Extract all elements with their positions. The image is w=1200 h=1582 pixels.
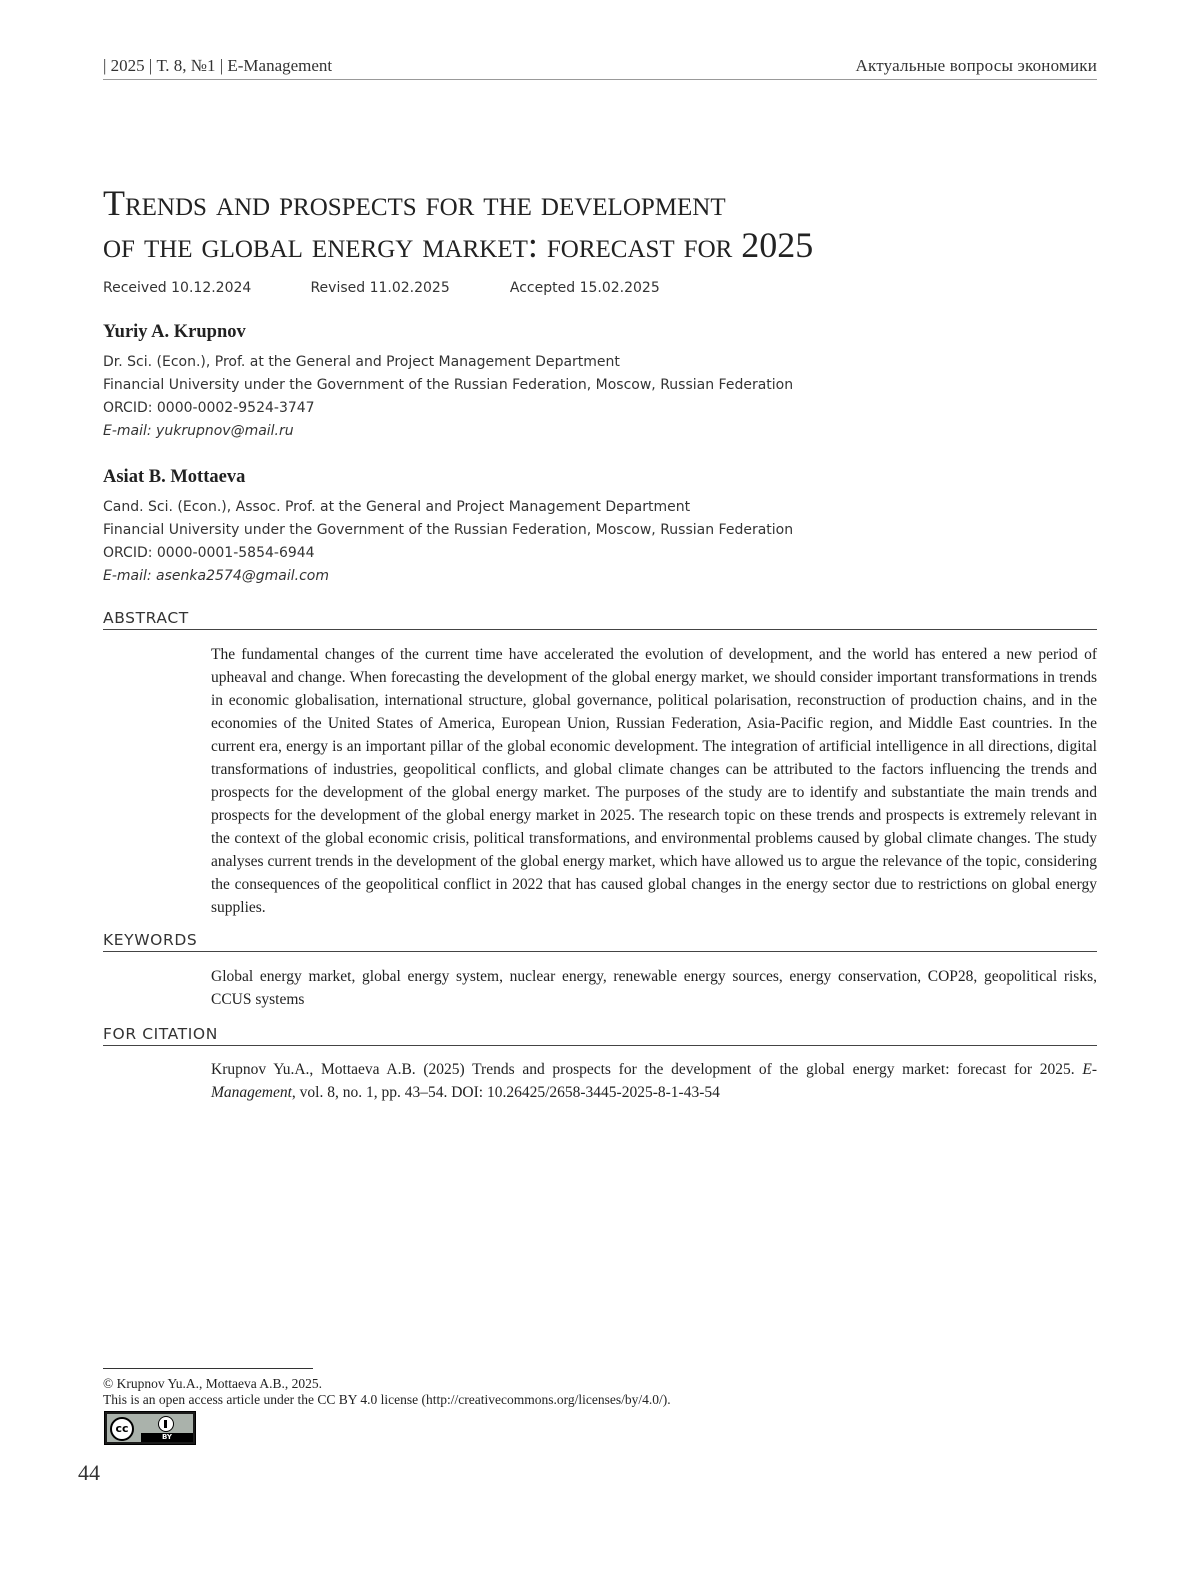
footnote bbox=[103, 1376, 671, 1408]
footnote-license: This is an open access article under the CC BY 4.0 license (http://creativecommons.org/licenses/by/4.0/). bbox=[103, 1392, 671, 1407]
author-block-2 bbox=[103, 467, 1003, 588]
running-header bbox=[103, 56, 1097, 80]
citation-text bbox=[211, 1058, 1097, 1104]
page-number: 44 bbox=[78, 1460, 100, 1485]
abstract-text: The fundamental changes of the current time have accelerated the evolution of development, and the world has entered a new period of upheaval and change. When forecasting the development of the global energy market, we should consider important transformations in trends in economic globalisation, international structure, global governance, political polarisation, reconstruction of production chains, and in the economies of the United States of America, European Union, Russian Federation, Asia-Pacific region, and Middle East countries. In the current era, energy is an important pillar of the global economic development. The integration of artificial intelligence in all directions, digital transformations of industries, geopolitical conflicts, and global climate changes can be attributed to the factors influencing the trends and prospects for the development of the global energy market. The purposes of the study are to identify and substantiate the main trends and prospects for the development of the global energy market in 2025. The research topic on these trends and prospects is extremely relevant in the context of the global economic crisis, political transformations, and environmental problems caused by global climate changes. The study analyses current trends in the development of the global energy market, which have allowed us to argue the relevance of the topic, considering the consequences of the geopolitical conflict in 2022 that has caused global changes in the energy sector due to restrictions on global energy supplies. bbox=[211, 646, 1097, 916]
author-position: Cand. Sci. (Econ.), Assoc. Prof. at the General and Project Management Department bbox=[103, 499, 691, 515]
abstract-heading: ABSTRACT bbox=[103, 609, 1097, 630]
author-name: Asiat B. Mottaeva bbox=[103, 467, 246, 487]
author-name: Yuriy A. Krupnov bbox=[103, 322, 246, 342]
received-date: Received 10.12.2024 bbox=[103, 280, 252, 296]
keywords-text: Global energy market, global energy system, nuclear energy, renewable energy sources, energy conservation, COP28, geopolitical risks, CCUS systems bbox=[211, 968, 1097, 1008]
footnote-divider bbox=[103, 1368, 313, 1369]
citation-text-after: , vol. 8, no. 1, pp. 43–54. DOI: 10.26425/2658-3445-2025-8-1-43-54 bbox=[291, 1084, 720, 1101]
header-section-title: Актуальные вопросы экономики bbox=[855, 56, 1097, 75]
article-dates bbox=[103, 280, 660, 296]
title-line-2: of the global energy market: forecast for 2025 bbox=[103, 225, 814, 265]
by-label: BY bbox=[141, 1433, 193, 1442]
citation-text-before: Krupnov Yu.A., Mottaeva A.B. (2025) Trends and prospects for the development of the global energy market: forecast for 2025. bbox=[211, 1061, 1075, 1078]
author-position: Dr. Sci. (Econ.), Prof. at the General and Project Management Department bbox=[103, 354, 620, 370]
accepted-date: Accepted 15.02.2025 bbox=[509, 280, 660, 296]
cc-by-license-badge bbox=[104, 1411, 196, 1445]
citation-heading: FOR CITATION bbox=[103, 1025, 1097, 1046]
revised-date: Revised 11.02.2025 bbox=[310, 280, 450, 296]
keywords-heading: KEYWORDS bbox=[103, 931, 1097, 952]
cc-icon: cc bbox=[110, 1417, 134, 1441]
attribution-person-icon bbox=[158, 1416, 174, 1432]
author-block-1 bbox=[103, 322, 1003, 443]
article-title bbox=[103, 182, 1003, 266]
author-affiliation: Financial University under the Government of the Russian Federation, Moscow, Russian Federation bbox=[103, 377, 794, 393]
citation-journal: E-Management bbox=[211, 1061, 1098, 1101]
author-email: E-mail: asenka2574@gmail.com bbox=[103, 568, 329, 584]
footnote-copyright: © Krupnov Yu.A., Mottaeva A.B., 2025. bbox=[103, 1376, 322, 1391]
author-affiliation: Financial University under the Government of the Russian Federation, Moscow, Russian Federation bbox=[103, 522, 794, 538]
author-email: E-mail: yukrupnov@mail.ru bbox=[103, 423, 294, 439]
author-orcid: ORCID: 0000-0002-9524-3747 bbox=[103, 400, 315, 416]
header-journal-info: | 2025 | Т. 8, №1 | E-Management bbox=[103, 56, 333, 75]
author-orcid: ORCID: 0000-0001-5854-6944 bbox=[103, 545, 315, 561]
title-line-1: Trends and prospects for the development bbox=[103, 183, 726, 223]
